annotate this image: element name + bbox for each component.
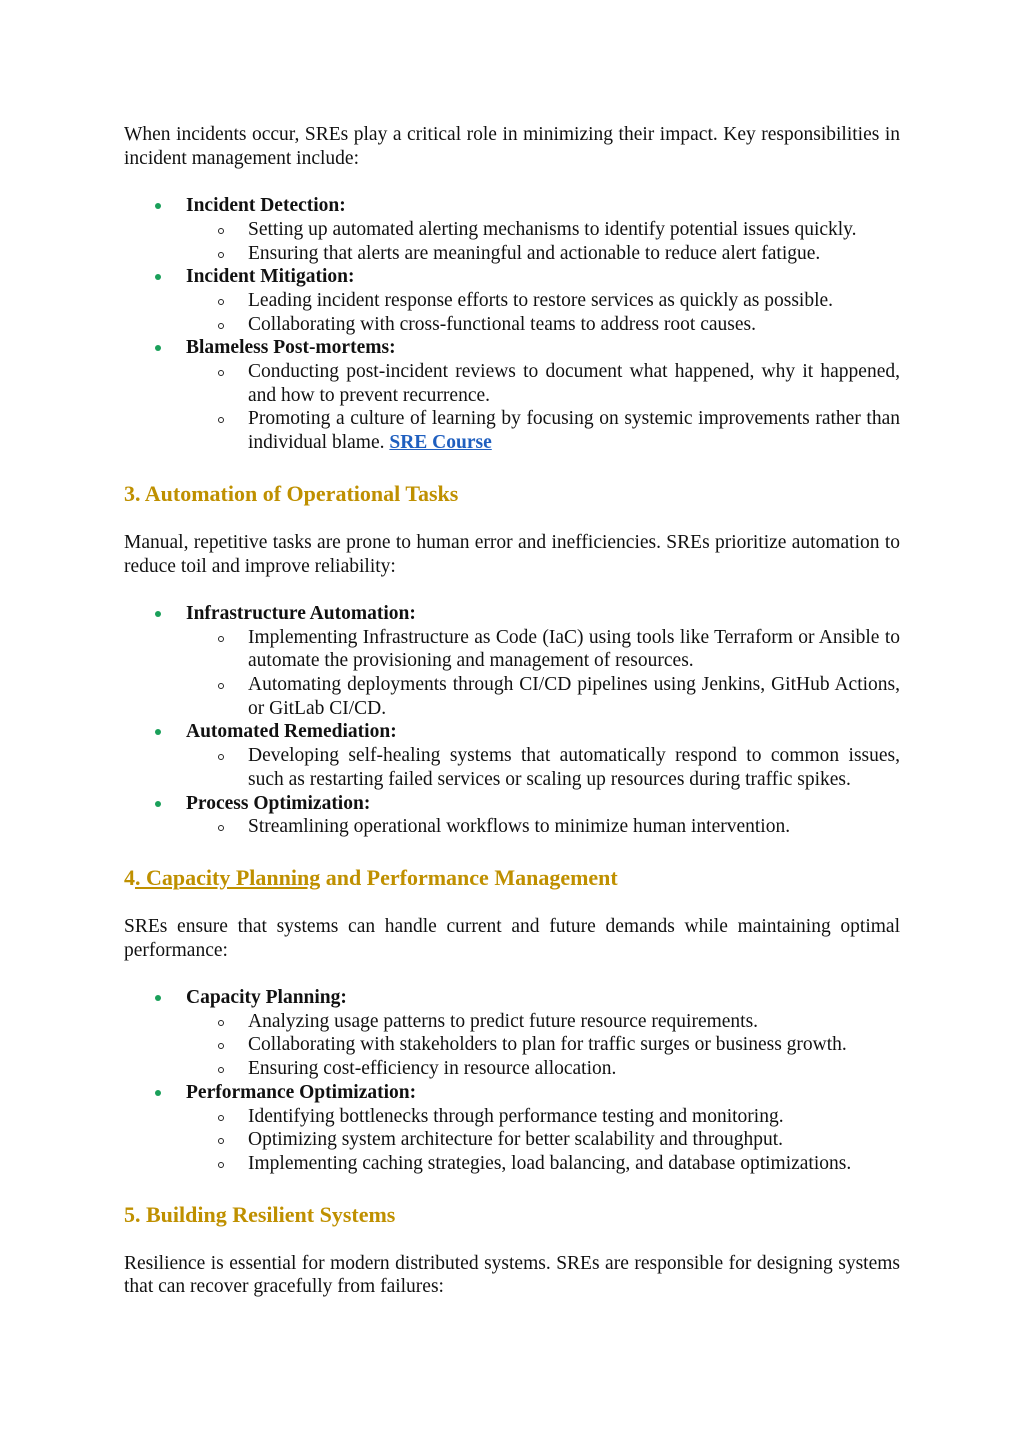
circle-bullet-icon [218,370,224,376]
sub-list [186,218,900,265]
sub-list-item [124,673,900,720]
sre-course-link[interactable]: SRE Course [389,432,492,454]
sub-list-item [124,1033,900,1057]
sub-list [186,289,900,336]
sub-list [186,744,900,791]
section-5-paragraph: Resilience is essential for modern distributed systems. SREs are responsible for designing systems that can recover gracefully from failures: [124,1252,900,1298]
circle-bullet-icon [218,1138,224,1144]
sub-list-item [124,1010,900,1034]
capacity-planning-link[interactable]: . Capacity Planning [135,864,321,890]
circle-bullet-icon [218,228,224,234]
heading-number: 4 [124,864,135,890]
bullet-icon [155,995,161,1001]
sub-list-item [124,1057,900,1081]
list-item [124,265,900,336]
sub-item-text: Automating deployments through CI/CD pipelines using Jenkins, GitHub Actions, or GitLab CI/CD. [248,674,900,719]
circle-bullet-icon [218,1162,224,1168]
bullet-icon [155,345,161,351]
bullet-icon [155,203,161,209]
sub-item-text: Streamlining operational workflows to minimize human intervention. [248,816,791,838]
sub-list [186,815,900,839]
sub-list-item [124,242,900,266]
bullet-icon [155,274,161,280]
circle-bullet-icon [218,1115,224,1121]
list-item [124,792,900,839]
list-item [124,194,900,265]
section-4-paragraph: SREs ensure that systems can handle current and future demands while maintaining optimal performance: [124,915,900,961]
bullet-icon [155,1090,161,1096]
circle-bullet-icon [218,299,224,305]
sub-item-text: Developing self-healing systems that automatically respond to common issues, such as restarting failed services or scaling up resources during traffic spikes. [248,745,900,790]
sub-list-item [124,744,900,791]
bullet-icon [155,611,161,617]
item-title: Performance Optimization: [186,1081,417,1103]
sub-item-text: Setting up automated alerting mechanisms to identify potential issues quickly. [248,218,857,240]
section-5-heading: 5. Building Resilient Systems [124,1201,396,1227]
list-item [124,336,900,455]
sub-item-text: Leading incident response efforts to restore services as quickly as possible. [248,289,834,311]
section-3-heading: 3. Automation of Operational Tasks [124,480,459,506]
sub-list-item [124,1105,900,1129]
sub-item-text: Ensuring that alerts are meaningful and actionable to reduce alert fatigue. [248,242,821,264]
circle-bullet-icon [218,1020,224,1026]
sub-list-item [124,1128,900,1152]
list-automation [124,602,900,839]
sub-list-item [124,815,900,839]
section-3-paragraph: Manual, repetitive tasks are prone to human error and inefficiencies. SREs prioritize automation to reduce toil and improve reliability: [124,531,900,577]
sub-list [186,1010,900,1081]
list-item [124,602,900,721]
item-title: Infrastructure Automation: [186,602,416,624]
circle-bullet-icon [218,1067,224,1073]
bullet-icon [155,729,161,735]
sub-list [186,360,900,455]
item-title: Incident Mitigation: [186,266,355,288]
circle-bullet-icon [218,636,224,642]
list-item [124,720,900,791]
sub-item-text: Implementing Infrastructure as Code (IaC) using tools like Terraform or Ansible to automate the provisioning and management of resources. [248,626,900,672]
sub-item-text: Ensuring cost-efficiency in resource allocation. [248,1058,617,1080]
sub-list-item [124,313,900,337]
circle-bullet-icon [218,825,224,831]
circle-bullet-icon [218,683,224,689]
list-item [124,986,900,1081]
sub-item-text: Collaborating with stakeholders to plan for traffic surges or business growth. [248,1034,847,1056]
sub-item-text: Promoting a culture of learning by focusing on systemic improvements rather than individual blame. [248,408,900,454]
sub-list-item [124,1152,900,1176]
item-title: Incident Detection: [186,195,346,217]
sub-list-item [124,360,900,407]
sub-item-text: Collaborating with cross-functional teams to address root causes. [248,313,756,335]
sub-list-item [124,218,900,242]
bullet-icon [155,801,161,807]
list-item [124,1081,900,1176]
circle-bullet-icon [218,323,224,329]
item-title: Process Optimization: [186,792,371,814]
sub-list-item [124,626,900,673]
sub-list-item [124,407,900,454]
document-page [124,123,900,1323]
section-4-heading [124,865,900,891]
item-title: Automated Remediation: [186,721,397,743]
sub-item-text: Conducting post-incident reviews to document what happened, why it happened, and how to prevent recurrence. [248,361,900,406]
intro-paragraph: When incidents occur, SREs play a critical role in minimizing their impact. Key responsibilities in incident management include: [124,124,900,169]
sub-item-text: Optimizing system architecture for better scalability and throughput. [248,1129,784,1151]
sub-list [186,1105,900,1176]
circle-bullet-icon [218,252,224,258]
item-title: Blameless Post-mortems: [186,337,396,359]
circle-bullet-icon [218,417,224,423]
sub-item-text: Identifying bottlenecks through performance testing and monitoring. [248,1105,784,1127]
sub-list-item [124,289,900,313]
item-title: Capacity Planning: [186,987,347,1009]
sub-item-text: Implementing caching strategies, load balancing, and database optimizations. [248,1152,852,1174]
sub-item-text: Analyzing usage patterns to predict future resource requirements. [248,1010,759,1032]
list-incident [124,194,900,455]
circle-bullet-icon [218,754,224,760]
sub-list [186,626,900,721]
circle-bullet-icon [218,1043,224,1049]
list-capacity [124,986,900,1176]
heading-rest: and Performance Management [320,864,618,890]
